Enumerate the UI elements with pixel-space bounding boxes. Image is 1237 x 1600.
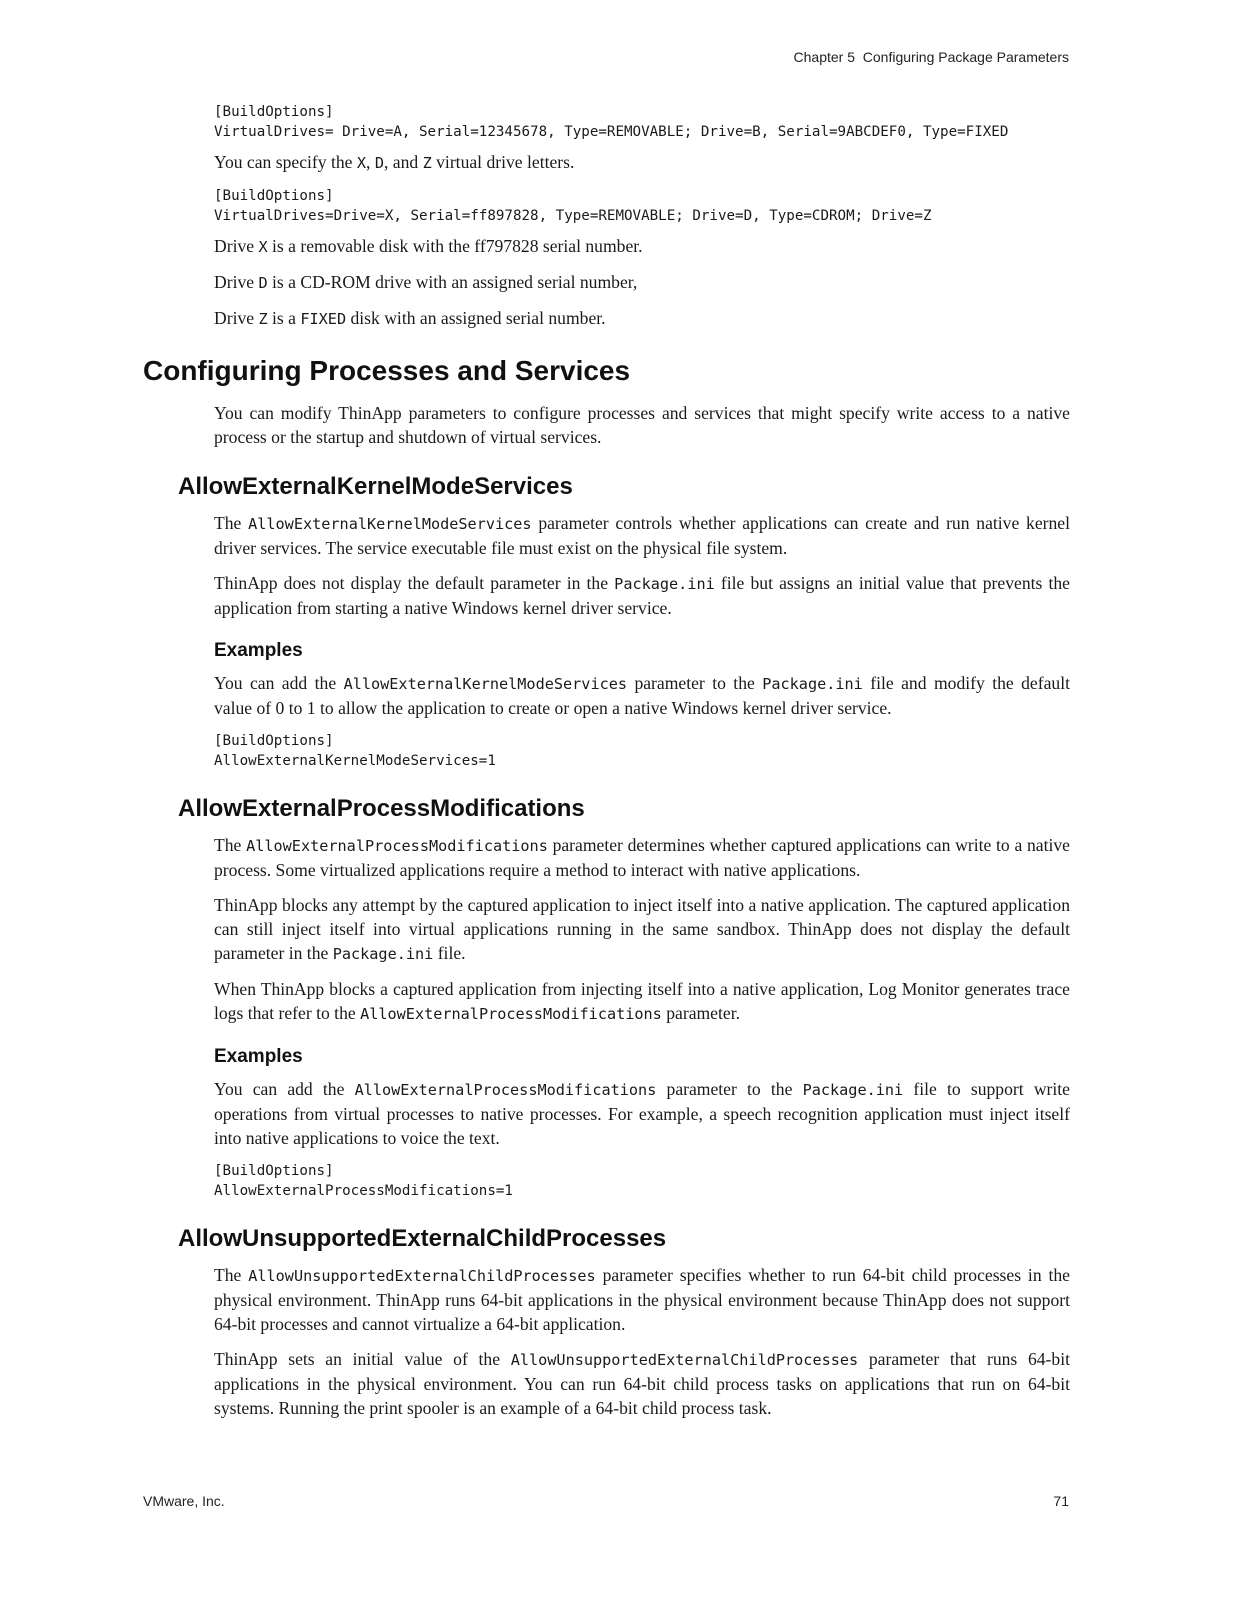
- code-line: [BuildOptions]: [214, 188, 334, 204]
- text-run: The: [214, 1265, 249, 1285]
- text-run: is a: [267, 308, 301, 328]
- examples-heading: Examples: [214, 1046, 303, 1067]
- text-run: The: [214, 835, 247, 855]
- code-block-virtual-drives-2: [214, 186, 1237, 226]
- paragraph: [214, 234, 1070, 259]
- page-content: [0, 102, 1237, 1431]
- inline-code: AllowExternalKernelModeServices: [248, 515, 532, 533]
- subsection-heading-process-modifications: AllowExternalProcessModifications: [178, 795, 585, 822]
- paragraph: [214, 893, 1070, 966]
- text-run: The: [214, 513, 249, 533]
- paragraph: [214, 977, 1070, 1026]
- paragraph: [214, 150, 1070, 175]
- inline-code: X: [356, 154, 367, 172]
- text-run: You can add the: [214, 1079, 355, 1099]
- section-heading: Configuring Processes and Services: [143, 355, 631, 386]
- text-run: , and: [383, 152, 423, 172]
- text-run: virtual drive letters.: [431, 152, 575, 172]
- text-run: parameter that runs 64-bit applications in the physical environment. You can run 64-bit child process tasks on applications that run on 64-bit systems. Running the print spooler is an example of a 64-bit child process task.: [214, 1349, 1070, 1418]
- text-run: parameter to the: [656, 1079, 803, 1099]
- paragraph: [214, 270, 1070, 295]
- paragraph: You can modify ThinApp parameters to configure processes and services that might specify write access to a native process or the startup and shutdown of virtual services.: [214, 403, 1070, 447]
- subsection-heading-kernel-mode-services: AllowExternalKernelModeServices: [178, 473, 573, 500]
- text-run: file.: [433, 943, 466, 963]
- inline-code: Package.ini: [802, 1081, 904, 1099]
- text-run: file but assigns an initial value that prevents the application from starting a native Windows kernel driver service.: [214, 573, 1070, 618]
- inline-code: AllowUnsupportedExternalChildProcesses: [248, 1267, 596, 1285]
- code-line: [BuildOptions]: [214, 733, 334, 749]
- text-run: ,: [366, 152, 375, 172]
- footer-company: VMware, Inc.: [143, 1493, 225, 1509]
- paragraph: [214, 306, 1070, 331]
- inline-code: D: [374, 154, 384, 172]
- text-run: ThinApp sets an initial value of the: [214, 1349, 511, 1369]
- examples-heading: Examples: [214, 640, 303, 661]
- code-line: [BuildOptions]: [214, 1163, 334, 1179]
- inline-code: Package.ini: [332, 945, 434, 963]
- text-run: Drive: [214, 236, 259, 256]
- text-run: You can add the: [214, 673, 344, 693]
- inline-code: Package.ini: [614, 575, 715, 593]
- text-run: parameter.: [661, 1003, 740, 1023]
- text-run: parameter specifies whether to run 64-bit child processes in the physical environment. ThinApp runs 64-bit applications in the physical environment because ThinApp does not support 64-bit processes and cannot virtualize a 64-bit application.: [214, 1265, 1070, 1334]
- running-header: Chapter 5 Configuring Package Parameters: [793, 49, 1069, 65]
- code-line: VirtualDrives=Drive=X, Serial=ff897828, Type=REMOVABLE; Drive=D, Type=CDROM; Drive=Z: [214, 208, 932, 224]
- code-block-process-example: [214, 1161, 1237, 1201]
- text-run: ThinApp blocks any attempt by the captured application to inject itself into a native application. The captured application can still inject itself into virtual applications running in the same sandbox. ThinApp does not display the default parameter in the: [214, 895, 1070, 963]
- inline-code: AllowExternalProcessModifications: [360, 1005, 662, 1023]
- text-run: disk with an assigned serial number.: [346, 308, 606, 328]
- code-line: AllowExternalKernelModeServices=1: [214, 753, 496, 769]
- code-block-kernel-example: [214, 731, 1237, 771]
- paragraph: [214, 571, 1070, 620]
- inline-code: Z: [258, 310, 268, 328]
- paragraph: [214, 1077, 1070, 1150]
- paragraph: [214, 833, 1070, 882]
- text-run: is a removable disk with the ff797828 serial number.: [267, 236, 643, 256]
- inline-code: FIXED: [300, 310, 347, 328]
- code-line: VirtualDrives= Drive=A, Serial=12345678, Type=REMOVABLE; Drive=B, Serial=9ABCDEF0, Type=FIXED: [214, 124, 1009, 140]
- text-run: When ThinApp blocks a captured application from injecting itself into a native application, Log Monitor generates trace logs that refer to the: [214, 979, 1070, 1023]
- inline-code: D: [258, 274, 268, 292]
- inline-code: AllowExternalProcessModifications: [246, 837, 548, 855]
- code-line: [BuildOptions]: [214, 104, 334, 120]
- inline-code: AllowExternalKernelModeServices: [343, 675, 628, 693]
- paragraph: [214, 671, 1070, 720]
- inline-code: X: [258, 238, 268, 256]
- text-run: parameter determines whether captured applications can write to a native process. Some virtualized applications require a method to interact with native applications.: [214, 835, 1070, 880]
- text-run: is a CD-ROM drive with an assigned serial number,: [267, 272, 638, 292]
- code-block-virtual-drives-1: [214, 102, 1237, 142]
- page-number: 71: [1053, 1493, 1069, 1509]
- text-run: parameter to the: [627, 673, 763, 693]
- text-run: Drive: [214, 308, 259, 328]
- subsection-heading-unsupported-child-processes: AllowUnsupportedExternalChildProcesses: [178, 1225, 667, 1252]
- paragraph: [214, 511, 1070, 560]
- inline-code: Package.ini: [762, 675, 863, 693]
- inline-code: AllowUnsupportedExternalChildProcesses: [510, 1351, 859, 1369]
- paragraph: [214, 1263, 1070, 1336]
- text-run: file to support write operations from virtual processes to native processes. For example, a speech recognition application must inject itself into native applications to voice the text.: [214, 1079, 1070, 1148]
- text-run: ThinApp does not display the default parameter in the: [214, 573, 615, 593]
- text-run: Drive: [214, 272, 259, 292]
- code-line: AllowExternalProcessModifications=1: [214, 1183, 513, 1199]
- paragraph: [214, 1347, 1070, 1420]
- text-run: You can specify the: [214, 152, 357, 172]
- text-run: parameter controls whether applications can create and run native kernel driver services. The service executable file must exist on the physical file system.: [214, 513, 1070, 558]
- inline-code: AllowExternalProcessModifications: [354, 1081, 657, 1099]
- text-run: file and modify the default value of 0 to 1 to allow the application to create or open a native Windows kernel driver service.: [214, 673, 1070, 718]
- inline-code: Z: [422, 154, 432, 172]
